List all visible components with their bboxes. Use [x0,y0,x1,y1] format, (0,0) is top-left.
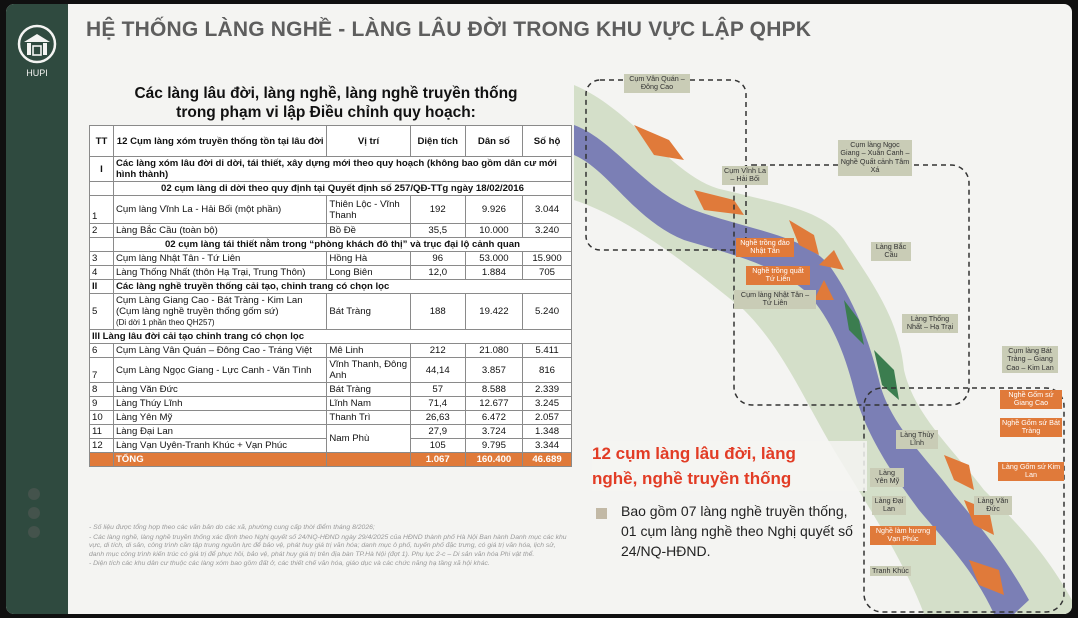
hupi-logo [14,22,60,82]
map-label: Làng Thủy Lĩnh [896,430,938,449]
map-label: Làng Văn Đức [974,496,1012,515]
section-row [90,280,572,294]
table-row: 7 Cụm Làng Ngọc Giang - Lực Canh - Văn Tình Vĩnh Thanh, Đông Anh 44,14 3.857 816 [90,358,572,383]
total-row [90,453,572,467]
total-population: 160.400 [465,453,522,467]
map-label: Cụm làng Ngọc Giang – Xuân Canh – Nghề Quất cảnh Tâm Xá [838,140,912,176]
section-title: Làng lâu đời cải tạo chỉnh trang có chọn lọc [102,331,305,342]
subsection-row [90,238,572,252]
total-area: 1.067 [410,453,465,467]
map-label: Nghề trồng đào Nhật Tân [736,238,794,257]
table-row: 4 Làng Thống Nhất (thôn Hạ Trại, Trung Thôn) Long Biên 12,0 1.884 705 [90,266,572,280]
header-location: Vị trí [327,126,410,157]
section-number: III [92,331,100,342]
subsection-title: 02 cụm làng di dời theo quy định tại Quyết định số 257/QĐ-TTg ngày 18/02/2016 [113,182,571,196]
table-row: 12 Làng Vạn Uyên-Tranh Khúc + Vạn Phúc 105 9.795 3.344 [90,439,572,453]
map-label: Cụm Vân Quán – Đông Cao [624,74,690,93]
total-households: 46.689 [523,453,572,467]
subsection-title: 02 cụm làng tái thiết nằm trong “phòng khách đô thị” và trục đại lộ cảnh quan [113,238,571,252]
map-label: Làng Yên Mỹ [870,468,904,487]
footnote: - Các làng nghề, làng nghề truyền thống xác định theo Nghị quyết số 24/NQ-HĐND ngày 29/4/2025 của HĐND thành phố Hà Nội Ban hành Danh mục các khu vực, di tích, di sản, công trình cần tập trung nguồn lực để bảo vệ, phát huy giá trị văn hóa; danh mục ô phố, tuyến phố đặc trưng, có giá trị văn hóa, lịch sử, danh mục công trình kiến trúc có giá trị để phục hồi, bảo vệ, phát huy giá trị trên địa bàn TP.Hà Nội (đợt 1). Phụ lục 2-c – Di sản văn hóa Phi vật thể. [89,533,567,558]
bullet-text: Bao gồm 07 làng nghề truyền thống, 01 cụm làng nghề theo Nghị quyết số 24/NQ-HĐND. [621,503,853,559]
header-tt: TT [90,126,114,157]
table-row: 6 Cụm Làng Vân Quán – Đông Cao - Tráng Việt Mê Linh 212 21.080 5.411 [90,344,572,358]
header-name: 12 Cụm làng xóm truyền thống tồn tại lâu đời [113,126,326,157]
total-label: TỔNG [113,453,326,467]
footnotes [89,524,569,570]
map-label: Cụm làng Bát Tràng – Giang Cao – Kim Lan [1002,346,1058,373]
section-title: Các làng xóm lâu đời di dời, tái thiết, xây dựng mới theo quy hoạch (không bao gồm dân cư mới hình thành) [113,157,571,182]
map-label: Nghề Gốm sứ Bát Tràng [1000,418,1062,437]
table-row: 2 Làng Bắc Cầu (toàn bộ) Bồ Đề 35,5 10.000 3.240 [90,224,572,238]
left-sidebar [6,4,68,614]
header-area: Diện tích [410,126,465,157]
table-title-line1: Các làng lâu đời, làng nghề, làng nghề truyền thống [134,85,518,102]
map-label: Nghề Gốm sứ Giang Cao [1000,390,1062,409]
table-title [76,84,576,122]
map-label: Cụm làng Nhật Tân – Tứ Liên [734,290,816,309]
table-row: 10 Làng Yên Mỹ Thanh Trì 26,63 6.472 2.057 [90,411,572,425]
header-population: Dân số [465,126,522,157]
table-row: 9 Làng Thúy Lĩnh Lĩnh Nam 71,4 12.677 3.245 [90,397,572,411]
page-title: HỆ THỐNG LÀNG NGHỀ - LÀNG LÂU ĐỜI TRONG KHU VỰC LẬP QHPK [86,18,812,41]
slide [6,4,1072,614]
footnote: - Số liệu được tổng hợp theo các văn bản do các xã, phường cung cấp thời điểm tháng 8/2026; [89,524,375,531]
map-label: Nghề trồng quất Tứ Liên [746,266,810,285]
headline-line2: nghề, nghề truyền thống [592,469,792,488]
map-label: Nghề làm hương Vạn Phúc [870,526,936,545]
table-row: 5 Cụm Làng Giang Cao - Bát Tràng - Kim Lan (Cụm làng nghề truyền thống gốm sứ) (Di dời 1 phần theo QH257) Bát Tràng 188 19.422 5.240 [90,294,572,330]
nav-dot-1[interactable] [28,488,40,500]
logo-icon [14,22,60,82]
section-row [90,330,572,344]
table-row: 8 Làng Văn Đức Bát Tràng 57 8.588 2.339 [90,383,572,397]
map-label: Tranh Khúc [872,566,909,575]
map-label: Cụm Vĩnh La – Hải Bối [722,166,768,185]
section-number: I [90,157,114,182]
footnote: - Diện tích các khu dân cư thuộc các làng xóm bao gồm đất ở, các thiết chế văn hóa, giáo dục và các chức năng hạ tầng xã hội khác. [89,560,490,568]
header-households: Số hộ [523,126,572,157]
nav-dot-2[interactable] [28,507,40,519]
map-label: Làng Đại Lan [872,496,906,515]
section-number: II [90,280,114,294]
map-label: Làng Bắc Cầu [871,242,911,261]
table-row: 3 Cụm làng Nhật Tân - Tứ Liên Hồng Hà 96 53.000 15.900 [90,252,572,266]
section-row [90,157,572,182]
table-row: 11 Làng Đại Lan Nam Phù 27,9 3.724 1.348 [90,425,572,439]
nav-dot-3[interactable] [28,526,40,538]
section-title: Các làng nghề truyền thống cải tạo, chỉnh trang có chọn lọc [113,280,571,294]
map-label: Làng Gốm sứ Kim Lan [998,462,1064,481]
headline [592,441,867,491]
village-table [89,125,572,467]
map-label: Làng Thống Nhất – Hạ Trại [902,314,958,333]
table-title-line2: trong phạm vi lập Điều chỉnh quy hoạch: [176,104,476,121]
subsection-row [90,182,572,196]
table-header-row [90,126,572,157]
svg-text:HUPI: HUPI [26,68,48,78]
bullet-square-icon [596,508,607,519]
table-row: 1 Cụm làng Vĩnh La - Hải Bối (một phần) Thiên Lộc - Vĩnh Thanh 192 9.926 3.044 [90,196,572,224]
headline-line1: 12 cụm làng lâu đời, làng [592,444,796,463]
